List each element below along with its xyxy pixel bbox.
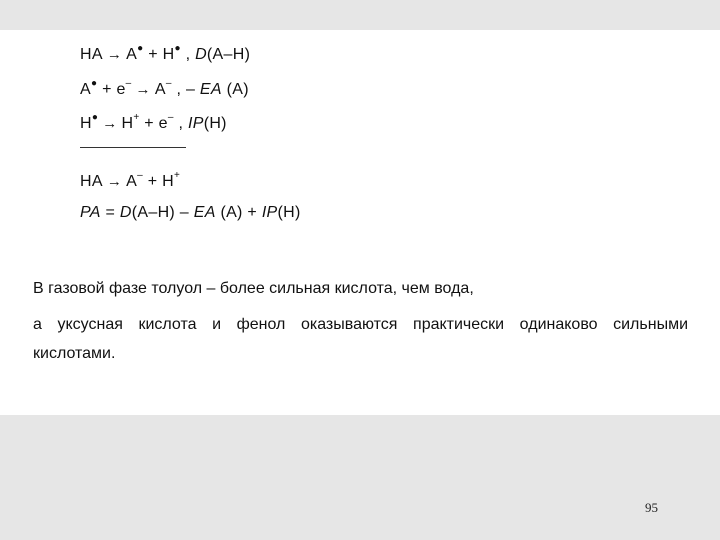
arrow-icon: → bbox=[106, 173, 123, 190]
page-number: 95 bbox=[645, 500, 658, 515]
arrow-icon: → bbox=[106, 46, 123, 63]
summation-rule bbox=[80, 147, 186, 148]
equation-electron-affinity: A● + e– → A– , – EA (A) bbox=[80, 77, 249, 98]
arrow-icon: → bbox=[135, 81, 151, 98]
arrow-icon: → bbox=[102, 115, 118, 132]
text-line-1: В газовой фазе толуол – более сильная кислота, чем вода, bbox=[33, 280, 474, 297]
equation-proton-affinity: PA = D(A–H) – EA (A) + IP(H) bbox=[80, 204, 301, 221]
text-line-3: кислотами. bbox=[33, 345, 116, 362]
equation-ionization: H● → H+ + e– , IP(H) bbox=[80, 111, 227, 132]
equation-dissociation: HA → A● + H● , D(A–H) bbox=[80, 42, 251, 63]
top-band bbox=[0, 0, 720, 30]
text-line-2: а уксусная кислота и фенол оказываются практически одинаково сильными bbox=[33, 316, 688, 333]
equation-overall: HA → A– + H+ bbox=[80, 169, 181, 190]
